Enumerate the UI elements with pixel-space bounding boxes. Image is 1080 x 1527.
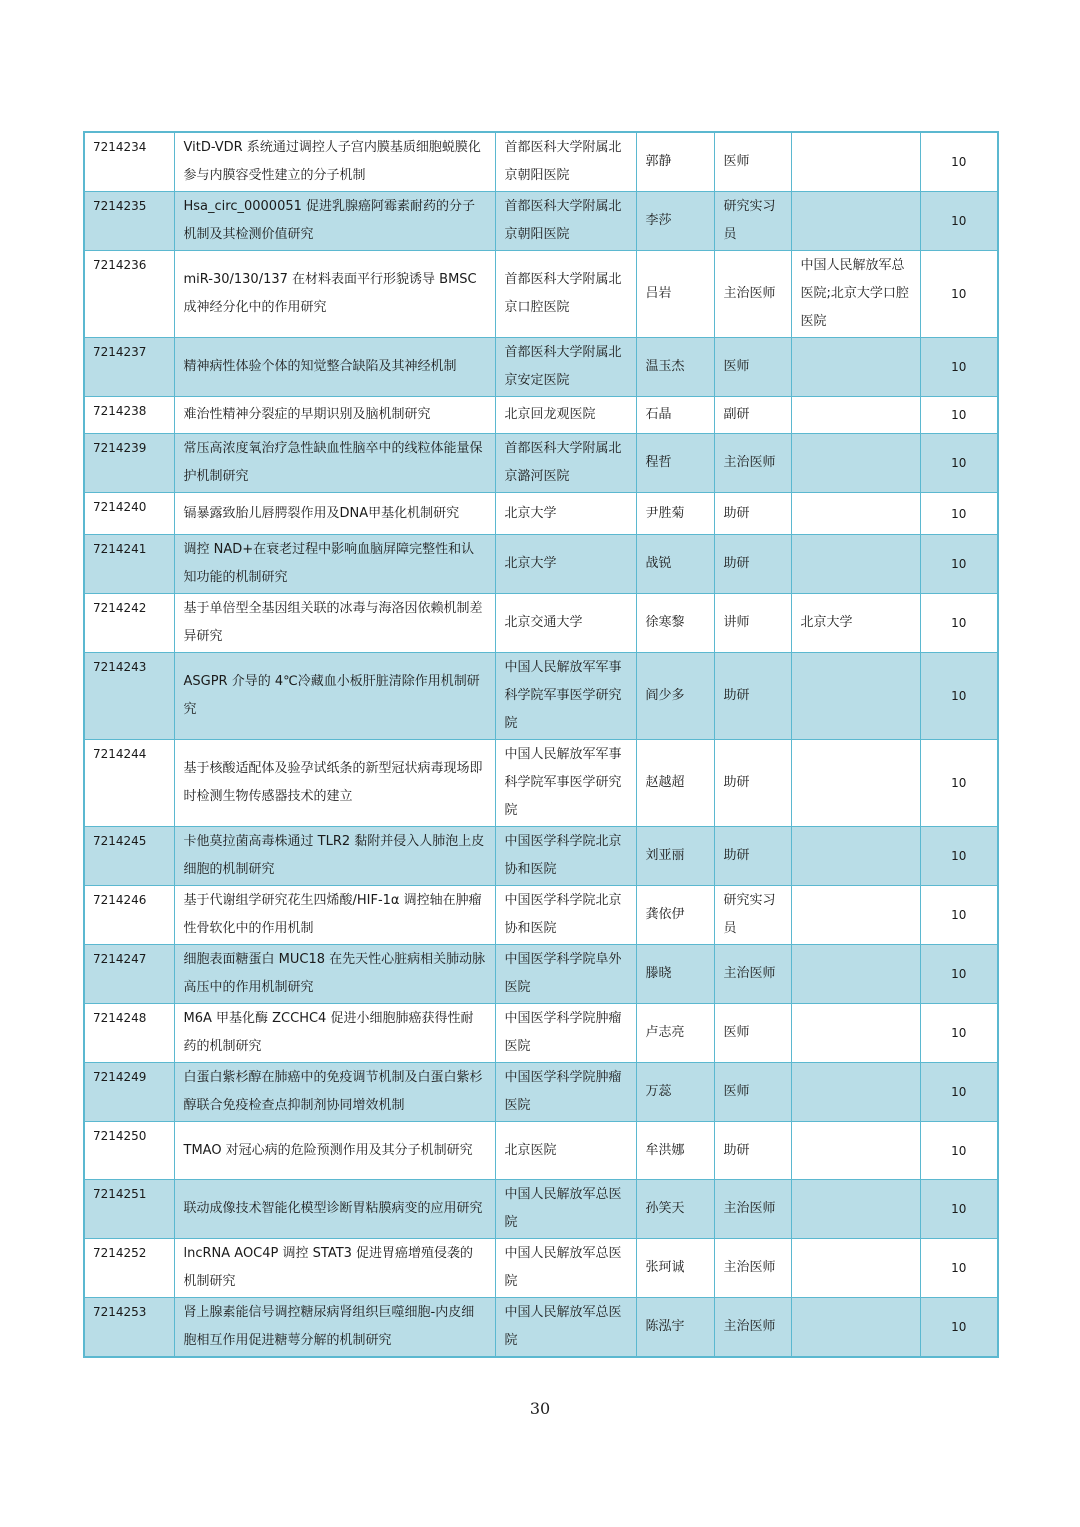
title-rank-cell: 研究实习员 xyxy=(714,192,791,251)
table-row xyxy=(84,1298,998,1358)
applicant-name-cell: 刘亚丽 xyxy=(636,827,714,886)
institution-cell: 中国医学科学院阜外医院 xyxy=(495,945,636,1004)
table-row xyxy=(84,945,998,1004)
table-row xyxy=(84,886,998,945)
project-id-cell: 7214253 xyxy=(84,1298,174,1358)
project-id-cell: 7214236 xyxy=(84,251,174,338)
table-row xyxy=(84,132,998,192)
title-rank-cell: 讲师 xyxy=(714,594,791,653)
project-id-cell: 7214234 xyxy=(84,132,174,192)
funding-cell: 10 xyxy=(920,338,998,397)
project-id-cell: 7214238 xyxy=(84,397,174,434)
project-id-cell: 7214248 xyxy=(84,1004,174,1063)
title-rank-cell: 医师 xyxy=(714,1063,791,1122)
institution-cell: 中国人民解放军总医院 xyxy=(495,1239,636,1298)
funding-cell: 10 xyxy=(920,1180,998,1239)
project-title-cell: 基于核酸适配体及验孕试纸条的新型冠状病毒现场即时检测生物传感器技术的建立 xyxy=(174,740,495,827)
project-title-cell: 卡他莫拉菌高毒株通过 TLR2 黏附并侵入人肺泡上皮细胞的机制研究 xyxy=(174,827,495,886)
table-row xyxy=(84,192,998,251)
project-id-cell: 7214250 xyxy=(84,1122,174,1180)
institution-cell: 中国人民解放军军事科学院军事医学研究院 xyxy=(495,740,636,827)
project-id-cell: 7214251 xyxy=(84,1180,174,1239)
title-rank-cell: 医师 xyxy=(714,1004,791,1063)
project-title-cell: Hsa_circ_0000051 促进乳腺癌阿霉素耐药的分子机制及其检测价值研究 xyxy=(174,192,495,251)
project-id-cell: 7214240 xyxy=(84,493,174,535)
project-id-cell: 7214237 xyxy=(84,338,174,397)
institution-cell: 中国人民解放军总医院 xyxy=(495,1298,636,1358)
project-title-cell: 常压高浓度氧治疗急性缺血性脑卒中的线粒体能量保护机制研究 xyxy=(174,434,495,493)
project-id-cell: 7214235 xyxy=(84,192,174,251)
title-rank-cell: 主治医师 xyxy=(714,1239,791,1298)
cooperating-unit-cell xyxy=(791,397,920,434)
title-rank-cell: 医师 xyxy=(714,132,791,192)
title-rank-cell: 主治医师 xyxy=(714,945,791,1004)
project-title-cell: VitD-VDR 系统通过调控人子宫内膜基质细胞蜕膜化参与内膜容受性建立的分子机制 xyxy=(174,132,495,192)
applicant-name-cell: 温玉杰 xyxy=(636,338,714,397)
institution-cell: 首都医科大学附属北京安定医院 xyxy=(495,338,636,397)
table-row xyxy=(84,434,998,493)
table-row xyxy=(84,493,998,535)
institution-cell: 首都医科大学附属北京潞河医院 xyxy=(495,434,636,493)
title-rank-cell: 助研 xyxy=(714,535,791,594)
grant-table-body xyxy=(84,132,998,1357)
project-title-cell: 镉暴露致胎儿唇腭裂作用及DNA甲基化机制研究 xyxy=(174,493,495,535)
cooperating-unit-cell xyxy=(791,535,920,594)
applicant-name-cell: 战锐 xyxy=(636,535,714,594)
project-title-cell: 白蛋白紫杉醇在肺癌中的免疫调节机制及白蛋白紫杉醇联合免疫检查点抑制剂协同增效机制 xyxy=(174,1063,495,1122)
page-number: 30 xyxy=(529,1399,551,1418)
table-row xyxy=(84,827,998,886)
applicant-name-cell: 万蕊 xyxy=(636,1063,714,1122)
funding-cell: 10 xyxy=(920,1239,998,1298)
cooperating-unit-cell xyxy=(791,1180,920,1239)
project-id-cell: 7214252 xyxy=(84,1239,174,1298)
institution-cell: 中国医学科学院肿瘤医院 xyxy=(495,1004,636,1063)
applicant-name-cell: 程哲 xyxy=(636,434,714,493)
applicant-name-cell: 李莎 xyxy=(636,192,714,251)
institution-cell: 北京大学 xyxy=(495,493,636,535)
cooperating-unit-cell xyxy=(791,886,920,945)
project-id-cell: 7214247 xyxy=(84,945,174,1004)
project-id-cell: 7214244 xyxy=(84,740,174,827)
project-id-cell: 7214243 xyxy=(84,653,174,740)
funding-cell: 10 xyxy=(920,1122,998,1180)
title-rank-cell: 助研 xyxy=(714,1122,791,1180)
cooperating-unit-cell xyxy=(791,1298,920,1358)
institution-cell: 北京交通大学 xyxy=(495,594,636,653)
table-row xyxy=(84,594,998,653)
project-title-cell: 肾上腺素能信号调控糖尿病肾组织巨噬细胞-内皮细胞相互作用促进糖萼分解的机制研究 xyxy=(174,1298,495,1358)
applicant-name-cell: 尹胜菊 xyxy=(636,493,714,535)
applicant-name-cell: 阎少多 xyxy=(636,653,714,740)
project-id-cell: 7214239 xyxy=(84,434,174,493)
title-rank-cell: 主治医师 xyxy=(714,1298,791,1358)
institution-cell: 中国人民解放军军事科学院军事医学研究院 xyxy=(495,653,636,740)
cooperating-unit-cell: 中国人民解放军总医院;北京大学口腔医院 xyxy=(791,251,920,338)
project-title-cell: M6A 甲基化酶 ZCCHC4 促进小细胞肺癌获得性耐药的机制研究 xyxy=(174,1004,495,1063)
cooperating-unit-cell xyxy=(791,493,920,535)
institution-cell: 北京大学 xyxy=(495,535,636,594)
funding-cell: 10 xyxy=(920,493,998,535)
applicant-name-cell: 张珂诚 xyxy=(636,1239,714,1298)
funding-cell: 10 xyxy=(920,1004,998,1063)
funding-cell: 10 xyxy=(920,535,998,594)
table-row xyxy=(84,1239,998,1298)
applicant-name-cell: 滕晓 xyxy=(636,945,714,1004)
table-row xyxy=(84,653,998,740)
funding-cell: 10 xyxy=(920,192,998,251)
table-row xyxy=(84,397,998,434)
cooperating-unit-cell xyxy=(791,1004,920,1063)
project-title-cell: 细胞表面糖蛋白 MUC18 在先天性心脏病相关肺动脉高压中的作用机制研究 xyxy=(174,945,495,1004)
cooperating-unit-cell xyxy=(791,1122,920,1180)
project-title-cell: 难治性精神分裂症的早期识别及脑机制研究 xyxy=(174,397,495,434)
project-title-cell: 基于单倍型全基因组关联的冰毒与海洛因依赖机制差异研究 xyxy=(174,594,495,653)
funding-cell: 10 xyxy=(920,132,998,192)
title-rank-cell: 助研 xyxy=(714,827,791,886)
applicant-name-cell: 石晶 xyxy=(636,397,714,434)
institution-cell: 中国医学科学院北京协和医院 xyxy=(495,886,636,945)
cooperating-unit-cell xyxy=(791,827,920,886)
applicant-name-cell: 陈泓宇 xyxy=(636,1298,714,1358)
project-title-cell: 精神病性体验个体的知觉整合缺陷及其神经机制 xyxy=(174,338,495,397)
project-title-cell: lncRNA AOC4P 调控 STAT3 促进胃癌增殖侵袭的机制研究 xyxy=(174,1239,495,1298)
funding-cell: 10 xyxy=(920,945,998,1004)
table-row xyxy=(84,1063,998,1122)
table-row xyxy=(84,1122,998,1180)
project-id-cell: 7214245 xyxy=(84,827,174,886)
title-rank-cell: 助研 xyxy=(714,493,791,535)
table-row xyxy=(84,338,998,397)
cooperating-unit-cell xyxy=(791,434,920,493)
cooperating-unit-cell: 北京大学 xyxy=(791,594,920,653)
funding-cell: 10 xyxy=(920,397,998,434)
cooperating-unit-cell xyxy=(791,192,920,251)
project-title-cell: 基于代谢组学研究花生四烯酸/HIF-1α 调控轴在肿瘤性骨软化中的作用机制 xyxy=(174,886,495,945)
cooperating-unit-cell xyxy=(791,740,920,827)
table-row xyxy=(84,1004,998,1063)
title-rank-cell: 助研 xyxy=(714,740,791,827)
applicant-name-cell: 赵越超 xyxy=(636,740,714,827)
project-title-cell: 联动成像技术智能化模型诊断胃粘膜病变的应用研究 xyxy=(174,1180,495,1239)
title-rank-cell: 助研 xyxy=(714,653,791,740)
institution-cell: 北京回龙观医院 xyxy=(495,397,636,434)
funding-cell: 10 xyxy=(920,827,998,886)
institution-cell: 首都医科大学附属北京朝阳医院 xyxy=(495,192,636,251)
project-title-cell: miR-30/130/137 在材料表面平行形貌诱导 BMSC 成神经分化中的作用研究 xyxy=(174,251,495,338)
title-rank-cell: 研究实习员 xyxy=(714,886,791,945)
title-rank-cell: 主治医师 xyxy=(714,1180,791,1239)
title-rank-cell: 医师 xyxy=(714,338,791,397)
funding-cell: 10 xyxy=(920,434,998,493)
applicant-name-cell: 牟洪娜 xyxy=(636,1122,714,1180)
institution-cell: 北京医院 xyxy=(495,1122,636,1180)
table-row xyxy=(84,251,998,338)
applicant-name-cell: 卢志亮 xyxy=(636,1004,714,1063)
institution-cell: 中国人民解放军总医院 xyxy=(495,1180,636,1239)
funding-cell: 10 xyxy=(920,886,998,945)
institution-cell: 中国医学科学院北京协和医院 xyxy=(495,827,636,886)
institution-cell: 中国医学科学院肿瘤医院 xyxy=(495,1063,636,1122)
funding-cell: 10 xyxy=(920,1298,998,1358)
grant-table xyxy=(83,131,999,1358)
cooperating-unit-cell xyxy=(791,653,920,740)
funding-cell: 10 xyxy=(920,653,998,740)
applicant-name-cell: 徐寒黎 xyxy=(636,594,714,653)
cooperating-unit-cell xyxy=(791,338,920,397)
cooperating-unit-cell xyxy=(791,1063,920,1122)
funding-cell: 10 xyxy=(920,1063,998,1122)
applicant-name-cell: 孙笑天 xyxy=(636,1180,714,1239)
title-rank-cell: 副研 xyxy=(714,397,791,434)
project-id-cell: 7214246 xyxy=(84,886,174,945)
cooperating-unit-cell xyxy=(791,132,920,192)
funding-cell: 10 xyxy=(920,594,998,653)
funding-cell: 10 xyxy=(920,740,998,827)
project-title-cell: ASGPR 介导的 4℃冷藏血小板肝脏清除作用机制研究 xyxy=(174,653,495,740)
project-title-cell: 调控 NAD+在衰老过程中影响血脑屏障完整性和认知功能的机制研究 xyxy=(174,535,495,594)
table-row xyxy=(84,740,998,827)
funding-cell: 10 xyxy=(920,251,998,338)
table-row xyxy=(84,535,998,594)
title-rank-cell: 主治医师 xyxy=(714,251,791,338)
applicant-name-cell: 吕岩 xyxy=(636,251,714,338)
project-id-cell: 7214241 xyxy=(84,535,174,594)
cooperating-unit-cell xyxy=(791,945,920,1004)
title-rank-cell: 主治医师 xyxy=(714,434,791,493)
project-id-cell: 7214249 xyxy=(84,1063,174,1122)
institution-cell: 首都医科大学附属北京朝阳医院 xyxy=(495,132,636,192)
applicant-name-cell: 龚依伊 xyxy=(636,886,714,945)
table-row xyxy=(84,1180,998,1239)
cooperating-unit-cell xyxy=(791,1239,920,1298)
applicant-name-cell: 郭静 xyxy=(636,132,714,192)
project-id-cell: 7214242 xyxy=(84,594,174,653)
institution-cell: 首都医科大学附属北京口腔医院 xyxy=(495,251,636,338)
project-title-cell: TMAO 对冠心病的危险预测作用及其分子机制研究 xyxy=(174,1122,495,1180)
